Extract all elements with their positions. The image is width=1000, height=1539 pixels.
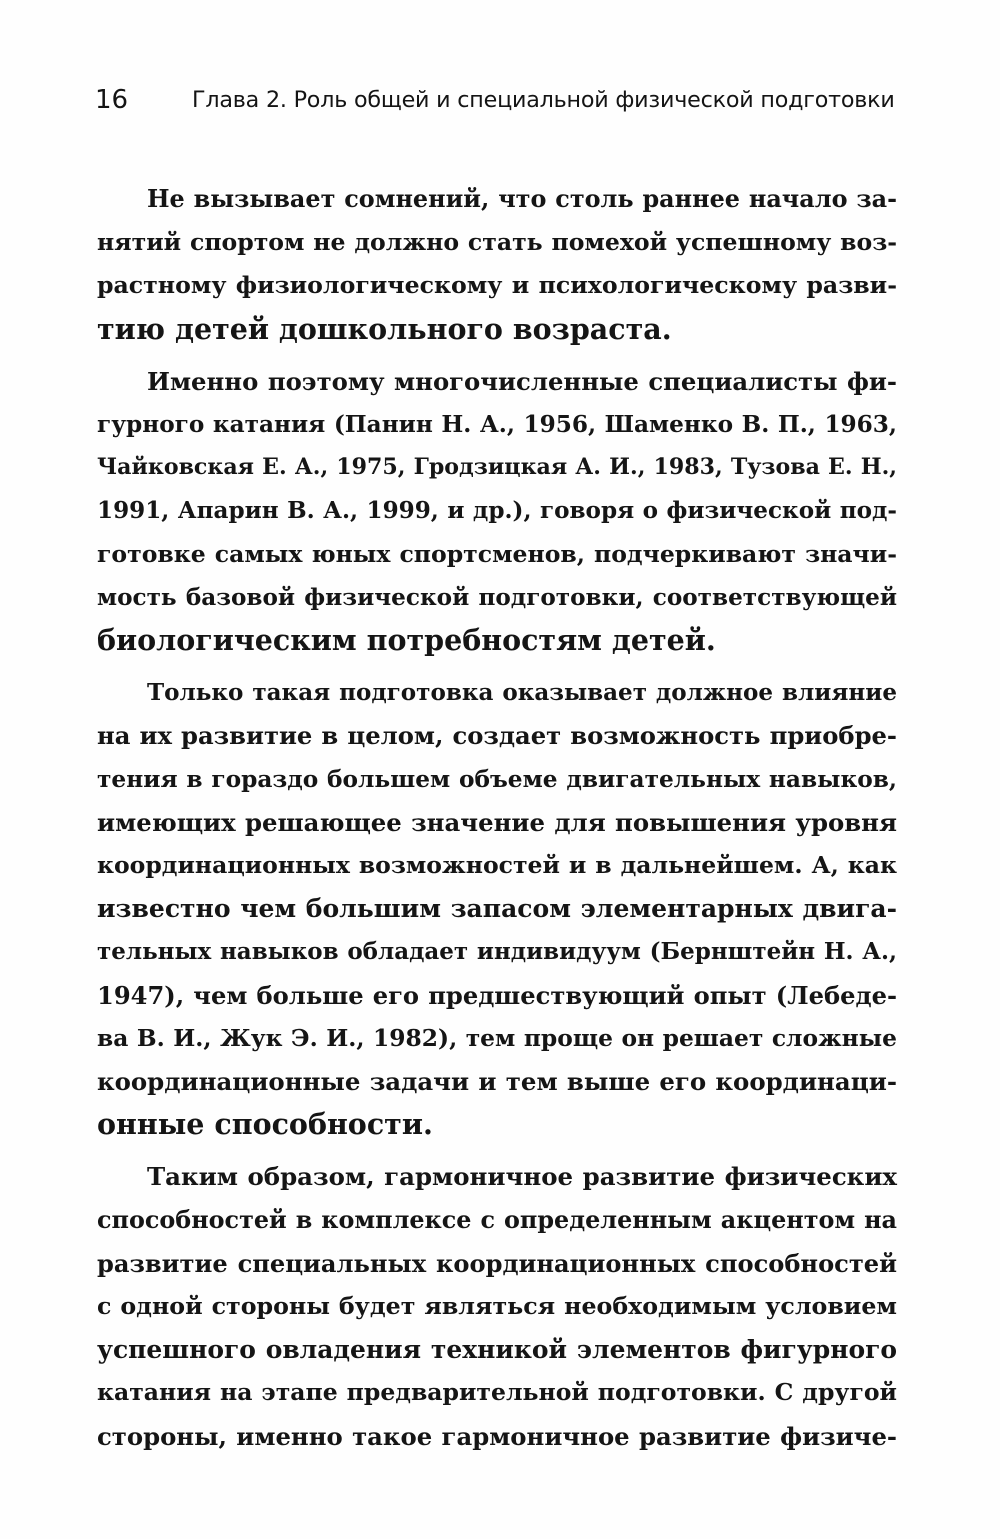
text-line: координационные задачи и тем выше его координаци- [97, 1067, 897, 1097]
text-line: Именно поэтому многочисленные специалисты фи- [147, 366, 897, 396]
text-line: нятий спортом не должно стать помехой успешному воз- [97, 228, 897, 257]
paragraph [97, 178, 897, 351]
text-line: 1947), чем больше его предшествующий опыт (Лебеде- [97, 980, 897, 1010]
running-header [95, 78, 900, 122]
text-line: онные способности. [97, 1107, 433, 1142]
text-line: ва В. И., Жук Э. И., 1982), тем проще он решает сложные [97, 1023, 897, 1052]
text-line: имеющих решающее значение для повышения уровня [97, 807, 897, 837]
paragraph [97, 671, 897, 1146]
page-number: 16 [95, 85, 129, 115]
text-line: готовке самых юных спортсменов, подчеркивают значи- [97, 539, 897, 568]
body-text [97, 178, 897, 1467]
text-line: катания на этапе предварительной подготовки. С другой [97, 1378, 897, 1407]
text-line: развитие специальных координационных способностей [97, 1248, 897, 1278]
text-line: биологическим потребностям детей. [97, 623, 716, 658]
paragraph [97, 360, 897, 662]
text-line: на их развитие в целом, создает возможность приобре- [97, 721, 897, 751]
text-line: успешного овладения техникой элементов фигурного [97, 1335, 897, 1365]
text-line: способностей в комплексе с определенным акцентом на [97, 1205, 897, 1234]
text-line: тию детей дошкольного возраста. [97, 311, 672, 346]
text-line: с одной стороны будет являться необходимым условием [97, 1292, 897, 1321]
text-line: Только такая подготовка оказывает должное влияние [147, 679, 897, 707]
text-line: гурного катания (Панин Н. А., 1956, Шаменко В. П., 1963, [97, 411, 897, 439]
text-line: Чайковская Е. А., 1975, Гродзицкая А. И., 1983, Тузова Е. Н., [97, 454, 897, 481]
chapter-title: Глава 2. Роль общей и специальной физической подготовки [192, 87, 895, 113]
text-line: 1991, Апарин В. А., 1999, и др.), говоря о физической под- [97, 497, 897, 525]
text-line: Не вызывает сомнений, что столь раннее начало за- [147, 185, 897, 213]
text-line: известно чем большим запасом элементарных двига- [97, 893, 897, 924]
text-line: тельных навыков обладает индивидуум (Бернштейн Н. А., [97, 938, 897, 966]
paragraph [97, 1155, 897, 1457]
text-line: тения в гораздо большем объеме двигательных навыков, [97, 765, 897, 793]
text-line: мость базовой физической подготовки, соответствующей [97, 583, 897, 611]
text-line: Таким образом, гармоничное развитие физических [147, 1162, 897, 1192]
text-line: растному физиологическому и психологическому разви- [97, 271, 897, 300]
text-line: координационных возможностей и в дальнейшем. А, как [97, 851, 897, 880]
text-line: стороны, именно такое гармоничное развитие физиче- [97, 1421, 897, 1451]
